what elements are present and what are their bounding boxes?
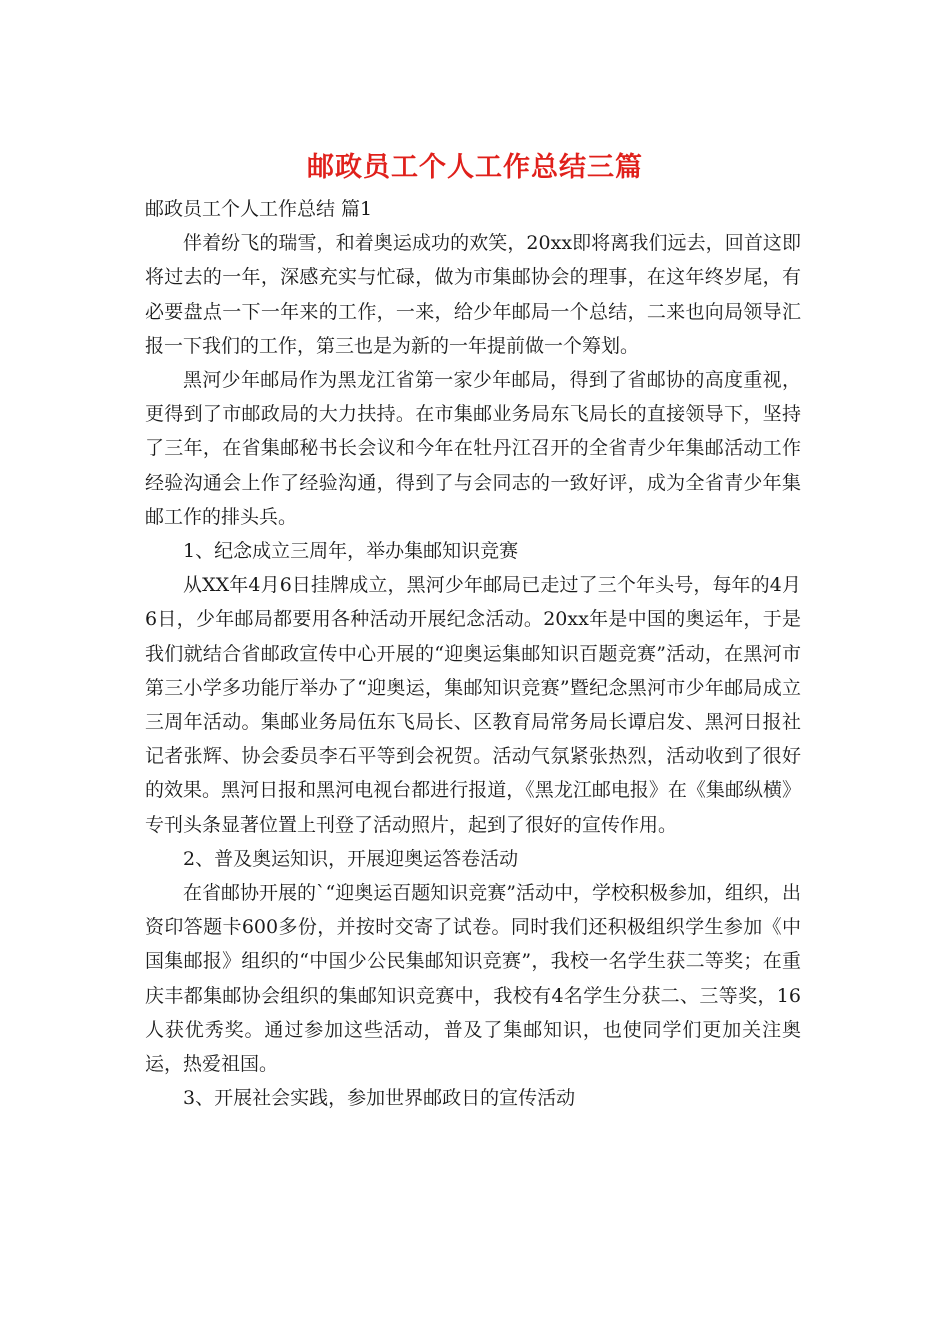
paragraph-intro: 伴着纷飞的瑞雪，和着奥运成功的欢笑，20xx即将离我们远去，回首这即将过去的一年，深感充实与忙碌，做为市集邮协会的理事，在这年终岁尾，有必要盘点一下一年来的工作，一来，给少年邮局一个总结，二来也向局领导汇报一下我们的工作，第三也是为新的一年提前做一个筹划。 <box>145 232 801 357</box>
paragraph-section-2: 在省邮协开展的`“迎奥运百题知识竞赛”活动中，学校积极参加，组织，出资印答题卡600多份，并按时交寄了试卷。同时我们还积极组织学生参加《中国集邮报》组织的“中国少公民集邮知识竞赛”，我校一名学生获二等奖；在重庆丰都集邮协会组织的集邮知识竞赛中，我校有4名学生分获二、三等奖，16人获优秀奖。通过参加这些活动，普及了集邮知识，也使同学们更加关注奥运，热爱祖国。 <box>145 882 801 1076</box>
section-heading-1: 1、纪念成立三周年，举办集邮知识竞赛 <box>183 540 519 563</box>
document-title: 邮政员工个人工作总结三篇 <box>307 152 643 183</box>
document-subtitle: 邮政员工个人工作总结 篇1 <box>145 198 373 220</box>
section-heading-2: 2、普及奥运知识，开展迎奥运答卷活动 <box>183 847 519 870</box>
paragraph-section-1: 从XX年4月6日挂牌成立，黑河少年邮局已走过了三个年头号，每年的4月6日，少年邮局都要用各种活动开展纪念活动。20xx年是中国的奥运年，于是我们就结合省邮政宣传中心开展的“迎奥运集邮知识百题竞赛”活动，在黑河市第三小学多功能厅举办了“迎奥运，集邮知识竞赛”暨纪念黑河市少年邮局成立三周年活动。集邮业务局伍东飞局长、区教育局常务局长谭启发、黑河日报社记者张辉、协会委员李石平等到会祝贺。活动气氛紧张热烈，活动收到了很好的效果。黑河日报和黑河电视台都进行报道，《黑龙江邮电报》在《集邮纵横》专刊头条显著位置上刊登了活动照片，起到了很好的宣传作用。 <box>145 574 801 836</box>
document-body <box>145 192 801 1115</box>
paragraph-background: 黑河少年邮局作为黑龙江省第一家少年邮局，得到了省邮协的高度重视，更得到了市邮政局的大力扶持。在市集邮业务局东飞局长的直接领导下，坚持了三年，在省集邮秘书长会议和今年在牡丹江召开的全省青少年集邮活动工作经验沟通会上作了经验沟通，得到了与会同志的一致好评，成为全省青少年集邮工作的排头兵。 <box>145 369 801 528</box>
section-heading-3: 3、开展社会实践，参加世界邮政日的宣传活动 <box>183 1087 576 1110</box>
